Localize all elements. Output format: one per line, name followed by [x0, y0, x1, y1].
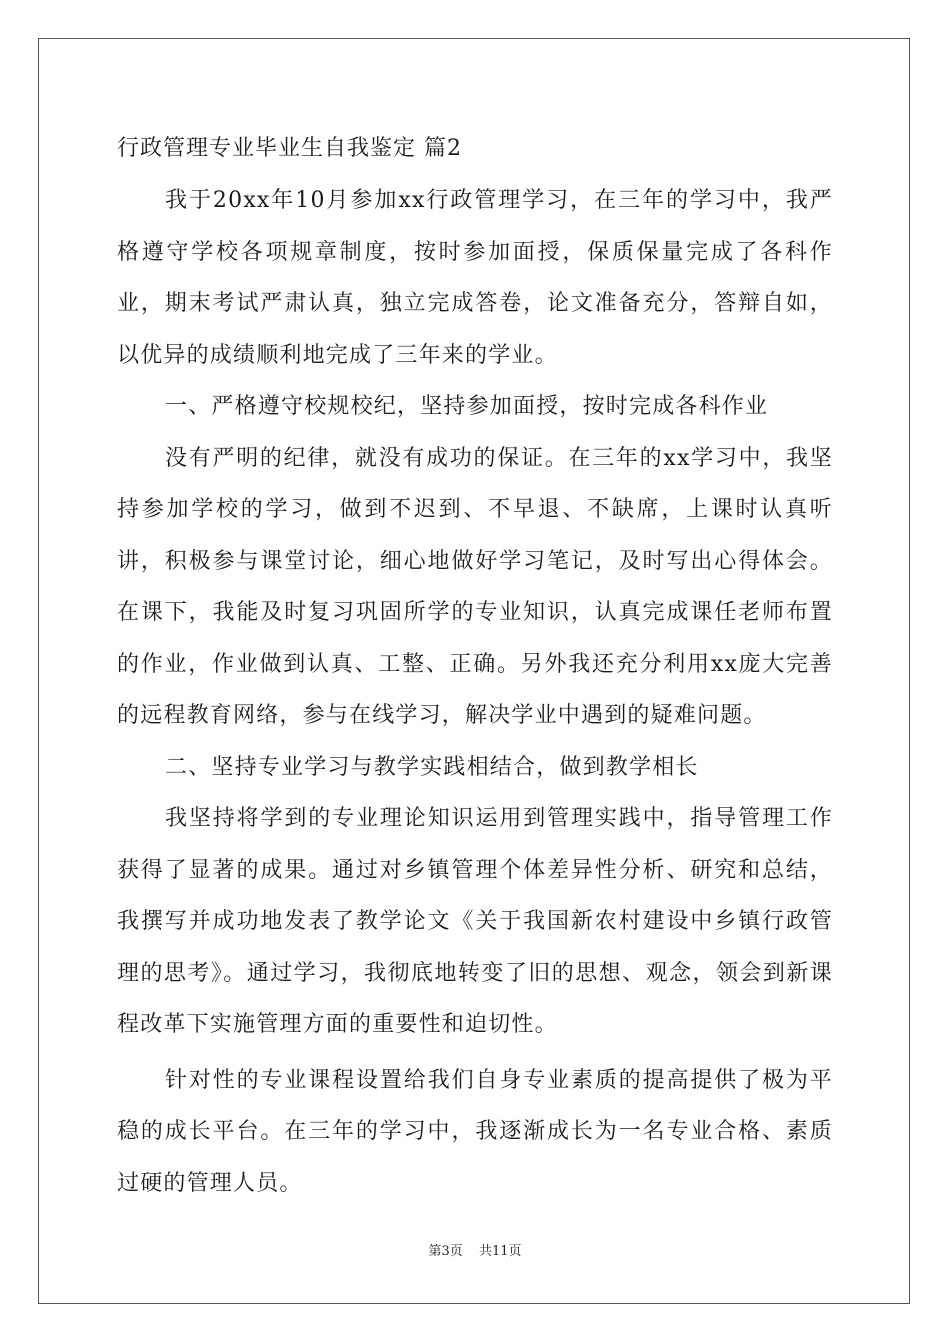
page-number-total: 共11页 — [478, 1244, 522, 1259]
paragraph-conclusion: 针对性的专业课程设置给我们自身专业素质的提高提供了极为平稳的成长平台。在三年的学习中，我逐渐成长为一名专业合格、素质过硬的管理人员。 — [117, 1067, 833, 1196]
paragraph-intro: 我于20xx年10月参加xx行政管理学习，在三年的学习中，我严格遵守学校各项规章制度，按时参加面授，保质保量完成了各科作业，期末考试严肃认真，独立完成答卷，论文准备充分，答辩自如，以优异的成绩顺利地完成了三年来的学业。 — [117, 188, 833, 368]
page-number-current: 第3页 — [428, 1244, 463, 1259]
section-heading-2: 二、坚持专业学习与教学实践相结合，做到教学相长 — [165, 754, 699, 780]
document-title: 行政管理专业毕业生自我鉴定 篇2 — [117, 136, 462, 161]
document-body — [117, 129, 833, 1209]
page-footer — [0, 1240, 950, 1259]
paragraph-practice: 我坚持将学到的专业理论知识运用到管理实践中，指导管理工作获得了显著的成果。通过对乡镇管理个体差异性分析、研究和总结，我撰写并成功地发表了教学论文《关于我国新农村建设中乡镇行政管理的思考》。通过学习，我彻底地转变了旧的思想、观念，领会到新课程改革下实施管理方面的重要性和迫切性。 — [117, 806, 833, 1037]
section-heading-1: 一、严格遵守校规校纪，坚持参加面授，按时完成各科作业 — [165, 394, 769, 419]
paragraph-discipline: 没有严明的纪律，就没有成功的保证。在三年的xx学习中，我坚持参加学校的学习，做到不迟到、不早退、不缺席，上课时认真听讲，积极参与课堂讨论，细心地做好学习笔记，及时写出心得体会。在课下，我能及时复习巩固所学的专业知识，认真完成课任老师布置的作业，作业做到认真、工整、正确。另外我还充分利用xx庞大完善的远程教育网络，参与在线学习，解决学业中遇到的疑难问题。 — [117, 445, 833, 728]
